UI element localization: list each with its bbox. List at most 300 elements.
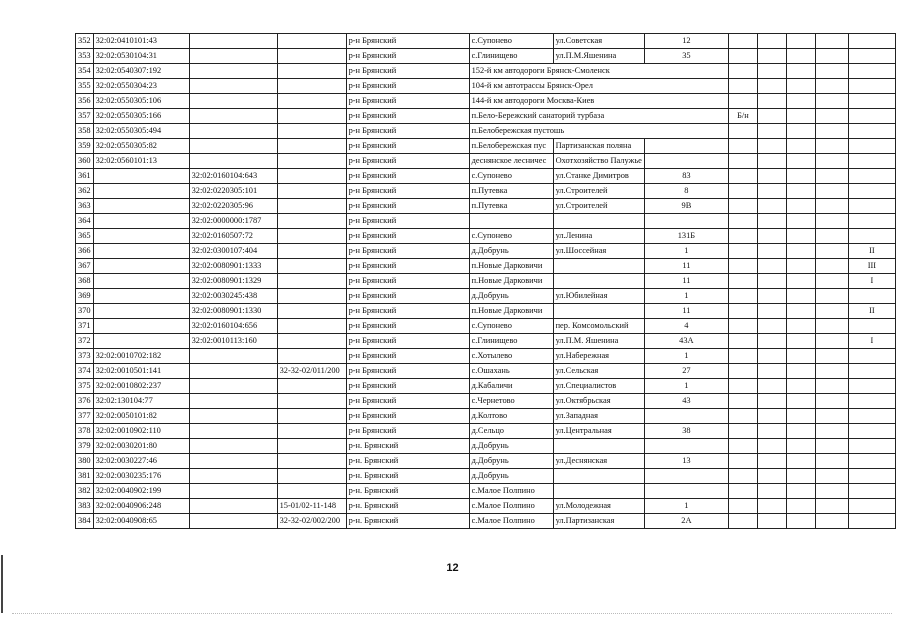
cell-cad2 (189, 34, 277, 49)
cell-c12 (848, 319, 895, 334)
cell-c12 (848, 499, 895, 514)
cell-reg: 15-01/02-11-148 (277, 499, 346, 514)
cell-c8 (728, 184, 757, 199)
cell-settlement (469, 214, 553, 229)
scan-noise (12, 611, 892, 614)
cell-cad: 32:02:0010501:141 (93, 364, 189, 379)
cell-house (644, 484, 728, 499)
cell-district: р-н Брянский (346, 34, 469, 49)
cell-c11 (815, 469, 848, 484)
table-row (76, 109, 896, 124)
cell-settlement: д.Добрунь (469, 469, 553, 484)
cell-c9 (757, 199, 786, 214)
cell-c11 (815, 379, 848, 394)
cell-c11 (815, 394, 848, 409)
cell-c8 (728, 334, 757, 349)
cell-cad: 32:02:0040908:65 (93, 514, 189, 529)
scan-edge-mark (1, 555, 3, 613)
cell-street: ул.Строителей (553, 199, 644, 214)
register-body (76, 34, 896, 529)
cell-cad2 (189, 94, 277, 109)
cell-c9 (757, 454, 786, 469)
cell-street: ул.П.М.Яшенина (553, 49, 644, 64)
cell-house: 8 (644, 184, 728, 199)
cell-street: ул.П.М. Яшенина (553, 334, 644, 349)
cell-house: 43 (644, 394, 728, 409)
cell-settlement: с.Ошахань (469, 364, 553, 379)
cell-street: ул.Деснянская (553, 454, 644, 469)
cell-settlement: д.Добрунь (469, 454, 553, 469)
cell-num: 374 (76, 364, 94, 379)
table-row (76, 274, 896, 289)
cell-reg (277, 244, 346, 259)
cell-street: ул.Специалистов (553, 379, 644, 394)
cell-c11 (815, 304, 848, 319)
cell-num: 384 (76, 514, 94, 529)
cell-c9 (757, 154, 786, 169)
cell-reg (277, 379, 346, 394)
cell-c11 (815, 364, 848, 379)
cell-cad (93, 229, 189, 244)
cell-cad: 32:02:0010902:110 (93, 424, 189, 439)
cell-c12 (848, 364, 895, 379)
cell-district: р-н. Брянский (346, 484, 469, 499)
cell-c12: II (848, 304, 895, 319)
cell-c8 (728, 379, 757, 394)
cell-c8 (728, 259, 757, 274)
cell-district: р-н. Брянский (346, 439, 469, 454)
cell-house: 1 (644, 349, 728, 364)
cell-num: 359 (76, 139, 94, 154)
cell-street: ул.Центральная (553, 424, 644, 439)
cell-cad: 32:02:0030235:176 (93, 469, 189, 484)
cell-c11 (815, 169, 848, 184)
cell-c12 (848, 214, 895, 229)
table-row (76, 79, 896, 94)
cell-c10 (786, 514, 815, 529)
cell-street (553, 214, 644, 229)
cell-cad: 32:02:0540307:192 (93, 64, 189, 79)
table-row (76, 49, 896, 64)
cell-cad2 (189, 379, 277, 394)
cell-house: 2А (644, 514, 728, 529)
cell-street (553, 259, 644, 274)
cell-c9 (757, 439, 786, 454)
cell-reg (277, 394, 346, 409)
cell-street: ул.Набережная (553, 349, 644, 364)
cell-district: р-н Брянский (346, 79, 469, 94)
cell-cad2: 32:02:0010113:160 (189, 334, 277, 349)
cell-c9 (757, 469, 786, 484)
cell-c10 (786, 94, 815, 109)
cell-house: 1 (644, 379, 728, 394)
cell-reg: 32-32-02/002/200 (277, 514, 346, 529)
cell-district: р-н Брянский (346, 349, 469, 364)
cell-c11 (815, 334, 848, 349)
cell-c12 (848, 109, 895, 124)
cell-street: ул.Шоссейная (553, 244, 644, 259)
cell-c10 (786, 319, 815, 334)
cell-c10 (786, 124, 815, 139)
cell-reg (277, 199, 346, 214)
cell-c9 (757, 49, 786, 64)
cell-settlement: п.Новые Дарковичи (469, 259, 553, 274)
cell-settlement: п.Новые Дарковичи (469, 274, 553, 289)
cell-cad: 32:02:0530104:31 (93, 49, 189, 64)
cell-c8 (728, 154, 757, 169)
cell-c11 (815, 424, 848, 439)
cell-settlement: с.Супонево (469, 319, 553, 334)
cell-c10 (786, 394, 815, 409)
cell-c9 (757, 259, 786, 274)
cell-settlement: д.Сельцо (469, 424, 553, 439)
cell-num: 380 (76, 454, 94, 469)
cell-c10 (786, 259, 815, 274)
cell-c9 (757, 229, 786, 244)
table-row (76, 289, 896, 304)
cell-c9 (757, 109, 786, 124)
register-table (75, 33, 896, 529)
cell-c10 (786, 184, 815, 199)
table-row (76, 214, 896, 229)
cell-district: р-н Брянский (346, 319, 469, 334)
cell-district: р-н Брянский (346, 379, 469, 394)
cell-c9 (757, 79, 786, 94)
cell-num: 383 (76, 499, 94, 514)
cell-house: 11 (644, 259, 728, 274)
cell-c12 (848, 169, 895, 184)
cell-cad: 32:02:130104:77 (93, 394, 189, 409)
cell-num: 352 (76, 34, 94, 49)
cell-c10 (786, 469, 815, 484)
cell-c11 (815, 139, 848, 154)
cell-c9 (757, 514, 786, 529)
cell-reg (277, 274, 346, 289)
cell-house: 35 (644, 49, 728, 64)
cell-district: р-н Брянский (346, 169, 469, 184)
cell-settlement: с.Малое Полпино (469, 514, 553, 529)
cell-num: 371 (76, 319, 94, 334)
cell-c12 (848, 394, 895, 409)
cell-c10 (786, 274, 815, 289)
cell-c11 (815, 439, 848, 454)
cell-c12 (848, 94, 895, 109)
cell-c10 (786, 139, 815, 154)
cell-house: 1 (644, 499, 728, 514)
cell-cad2 (189, 154, 277, 169)
cell-street: ул.Сельская (553, 364, 644, 379)
cell-reg (277, 484, 346, 499)
cell-street: ул.Ленина (553, 229, 644, 244)
table-row (76, 514, 896, 529)
cell-cad (93, 304, 189, 319)
cell-c9 (757, 334, 786, 349)
cell-c9 (757, 184, 786, 199)
cell-c12: I (848, 334, 895, 349)
cell-cad2: 32:02:0300107:404 (189, 244, 277, 259)
cell-c9 (757, 274, 786, 289)
cell-c11 (815, 274, 848, 289)
cell-c12 (848, 514, 895, 529)
cell-district: р-н Брянский (346, 139, 469, 154)
cell-c8 (728, 139, 757, 154)
cell-c11 (815, 484, 848, 499)
cell-house: 1 (644, 244, 728, 259)
cell-settlement: п.Новые Дарковичи (469, 304, 553, 319)
cell-c10 (786, 499, 815, 514)
cell-settlement: д.Добрунь (469, 244, 553, 259)
cell-cad2: 32:02:0220305:101 (189, 184, 277, 199)
table-row (76, 94, 896, 109)
cell-cad: 32:02:0550305:106 (93, 94, 189, 109)
cell-house: 27 (644, 364, 728, 379)
cell-district: р-н Брянский (346, 214, 469, 229)
cell-num: 377 (76, 409, 94, 424)
cell-c12 (848, 409, 895, 424)
table-row (76, 154, 896, 169)
cell-house: 1 (644, 289, 728, 304)
cell-num: 364 (76, 214, 94, 229)
cell-district: р-н. Брянский (346, 514, 469, 529)
cell-c12 (848, 469, 895, 484)
cell-street (553, 439, 644, 454)
cell-c8 (728, 49, 757, 64)
cell-house (728, 79, 757, 94)
cell-cad2: 32:02:0000000:1787 (189, 214, 277, 229)
cell-c11 (815, 409, 848, 424)
cell-street: ул.Партизанская (553, 514, 644, 529)
cell-reg (277, 454, 346, 469)
table-row (76, 469, 896, 484)
cell-c12 (848, 229, 895, 244)
cell-c9 (757, 364, 786, 379)
cell-c12: III (848, 259, 895, 274)
cell-cad2: 32:02:0080901:1329 (189, 274, 277, 289)
cell-house (644, 409, 728, 424)
cell-district: р-н Брянский (346, 334, 469, 349)
cell-cad2 (189, 394, 277, 409)
cell-reg: 32-32-02/011/200 (277, 364, 346, 379)
cell-street (553, 484, 644, 499)
cell-c9 (757, 64, 786, 79)
cell-c11 (815, 319, 848, 334)
cell-c11 (815, 64, 848, 79)
cell-c8 (728, 229, 757, 244)
cell-district: р-н Брянский (346, 199, 469, 214)
cell-cad2 (189, 349, 277, 364)
cell-c8 (728, 274, 757, 289)
cell-district: р-н Брянский (346, 424, 469, 439)
cell-c11 (815, 49, 848, 64)
cell-street: ул.Западная (553, 409, 644, 424)
cell-c12: I (848, 274, 895, 289)
cell-house (728, 94, 757, 109)
cell-settlement: с.Супонево (469, 34, 553, 49)
cell-cad: 32:02:0550305:494 (93, 124, 189, 139)
cell-c11 (815, 244, 848, 259)
cell-c9 (757, 169, 786, 184)
page-number: 12 (446, 562, 459, 574)
cell-c10 (786, 214, 815, 229)
cell-c10 (786, 424, 815, 439)
cell-settlement: д.Кабаличи (469, 379, 553, 394)
cell-settlement: с.Малое Полпино (469, 499, 553, 514)
cell-c10 (786, 409, 815, 424)
cell-c9 (757, 409, 786, 424)
cell-street: ул.Строителей (553, 184, 644, 199)
cell-district: р-н Брянский (346, 184, 469, 199)
cell-reg (277, 349, 346, 364)
cell-district: р-н. Брянский (346, 469, 469, 484)
cell-num: 356 (76, 94, 94, 109)
cell-street: пер. Комсомольский (553, 319, 644, 334)
cell-c8 (728, 514, 757, 529)
register-sheet (75, 33, 896, 529)
cell-reg (277, 64, 346, 79)
table-row (76, 304, 896, 319)
cell-cad (93, 289, 189, 304)
cell-num: 360 (76, 154, 94, 169)
cell-c11 (815, 214, 848, 229)
cell-cad2: 32:02:0160104:656 (189, 319, 277, 334)
cell-c10 (786, 154, 815, 169)
cell-district: р-н Брянский (346, 124, 469, 139)
cell-cad2: 32:02:0080901:1330 (189, 304, 277, 319)
cell-c11 (815, 259, 848, 274)
cell-reg (277, 229, 346, 244)
cell-cad2: 32:02:0220305:96 (189, 199, 277, 214)
cell-num: 373 (76, 349, 94, 364)
cell-settlement: 104-й км автотрассы Брянск-Орел (469, 79, 728, 94)
cell-settlement: п.Путевка (469, 199, 553, 214)
cell-c9 (757, 349, 786, 364)
cell-num: 382 (76, 484, 94, 499)
cell-c10 (786, 229, 815, 244)
cell-c12 (848, 484, 895, 499)
cell-c8 (728, 424, 757, 439)
cell-cad (93, 199, 189, 214)
cell-house (728, 64, 757, 79)
cell-c9 (757, 34, 786, 49)
cell-reg (277, 409, 346, 424)
cell-cad2 (189, 454, 277, 469)
cell-house (644, 154, 728, 169)
cell-district: р-н Брянский (346, 244, 469, 259)
cell-c8 (728, 454, 757, 469)
cell-reg (277, 94, 346, 109)
cell-settlement: п.Путевка (469, 184, 553, 199)
cell-c11 (815, 349, 848, 364)
cell-cad: 32:02:0550305:82 (93, 139, 189, 154)
cell-c12 (848, 79, 895, 94)
cell-c10 (786, 364, 815, 379)
cell-num: 366 (76, 244, 94, 259)
cell-settlement: с.Супонево (469, 229, 553, 244)
cell-c10 (786, 454, 815, 469)
cell-district: р-н Брянский (346, 364, 469, 379)
cell-cad: 32:02:0010702:182 (93, 349, 189, 364)
cell-street (553, 469, 644, 484)
cell-reg (277, 34, 346, 49)
cell-street (553, 274, 644, 289)
cell-reg (277, 259, 346, 274)
cell-c11 (815, 124, 848, 139)
cell-c8 (728, 169, 757, 184)
cell-cad (93, 169, 189, 184)
cell-num: 367 (76, 259, 94, 274)
cell-district: р-н Брянский (346, 394, 469, 409)
table-row (76, 169, 896, 184)
cell-settlement: д.Добрунь (469, 289, 553, 304)
cell-c8 (728, 349, 757, 364)
cell-num: 370 (76, 304, 94, 319)
cell-c12 (848, 454, 895, 469)
cell-c12 (848, 439, 895, 454)
cell-num: 355 (76, 79, 94, 94)
cell-c8 (728, 409, 757, 424)
cell-house (728, 124, 757, 139)
cell-c9 (757, 319, 786, 334)
table-row (76, 319, 896, 334)
cell-num: 361 (76, 169, 94, 184)
cell-num: 369 (76, 289, 94, 304)
cell-c11 (815, 154, 848, 169)
cell-c9 (757, 304, 786, 319)
cell-reg (277, 439, 346, 454)
cell-num: 353 (76, 49, 94, 64)
cell-cad (93, 259, 189, 274)
cell-cad (93, 319, 189, 334)
cell-c9 (757, 244, 786, 259)
cell-c8 (728, 484, 757, 499)
cell-c11 (815, 34, 848, 49)
cell-district: р-н Брянский (346, 304, 469, 319)
cell-house: Б/н (728, 109, 757, 124)
cell-settlement: с.Глинищево (469, 49, 553, 64)
cell-reg (277, 184, 346, 199)
cell-cad2 (189, 484, 277, 499)
table-row (76, 379, 896, 394)
cell-settlement: с.Супонево (469, 169, 553, 184)
cell-settlement: д.Добрунь (469, 439, 553, 454)
cell-house: 43А (644, 334, 728, 349)
table-row (76, 34, 896, 49)
cell-c12 (848, 424, 895, 439)
cell-num: 357 (76, 109, 94, 124)
cell-cad: 32:02:0050101:82 (93, 409, 189, 424)
cell-cad2 (189, 124, 277, 139)
table-row (76, 64, 896, 79)
cell-district: р-н Брянский (346, 259, 469, 274)
cell-cad2 (189, 79, 277, 94)
cell-reg (277, 154, 346, 169)
cell-settlement: 144-й км автодороги Москва-Киев (469, 94, 728, 109)
cell-cad: 32:02:0550305:166 (93, 109, 189, 124)
cell-street: ул.Станке Димитров (553, 169, 644, 184)
cell-c10 (786, 244, 815, 259)
cell-cad: 32:02:0010802:237 (93, 379, 189, 394)
cell-house: 13 (644, 454, 728, 469)
cell-house: 131Б (644, 229, 728, 244)
cell-c11 (815, 514, 848, 529)
table-row (76, 184, 896, 199)
table-row (76, 124, 896, 139)
cell-c8 (728, 199, 757, 214)
cell-street: ул.Юбилейная (553, 289, 644, 304)
cell-cad (93, 274, 189, 289)
cell-street: Партизанская поляна (553, 139, 644, 154)
cell-settlement: 152-й км автодороги Брянск-Смоленск (469, 64, 728, 79)
